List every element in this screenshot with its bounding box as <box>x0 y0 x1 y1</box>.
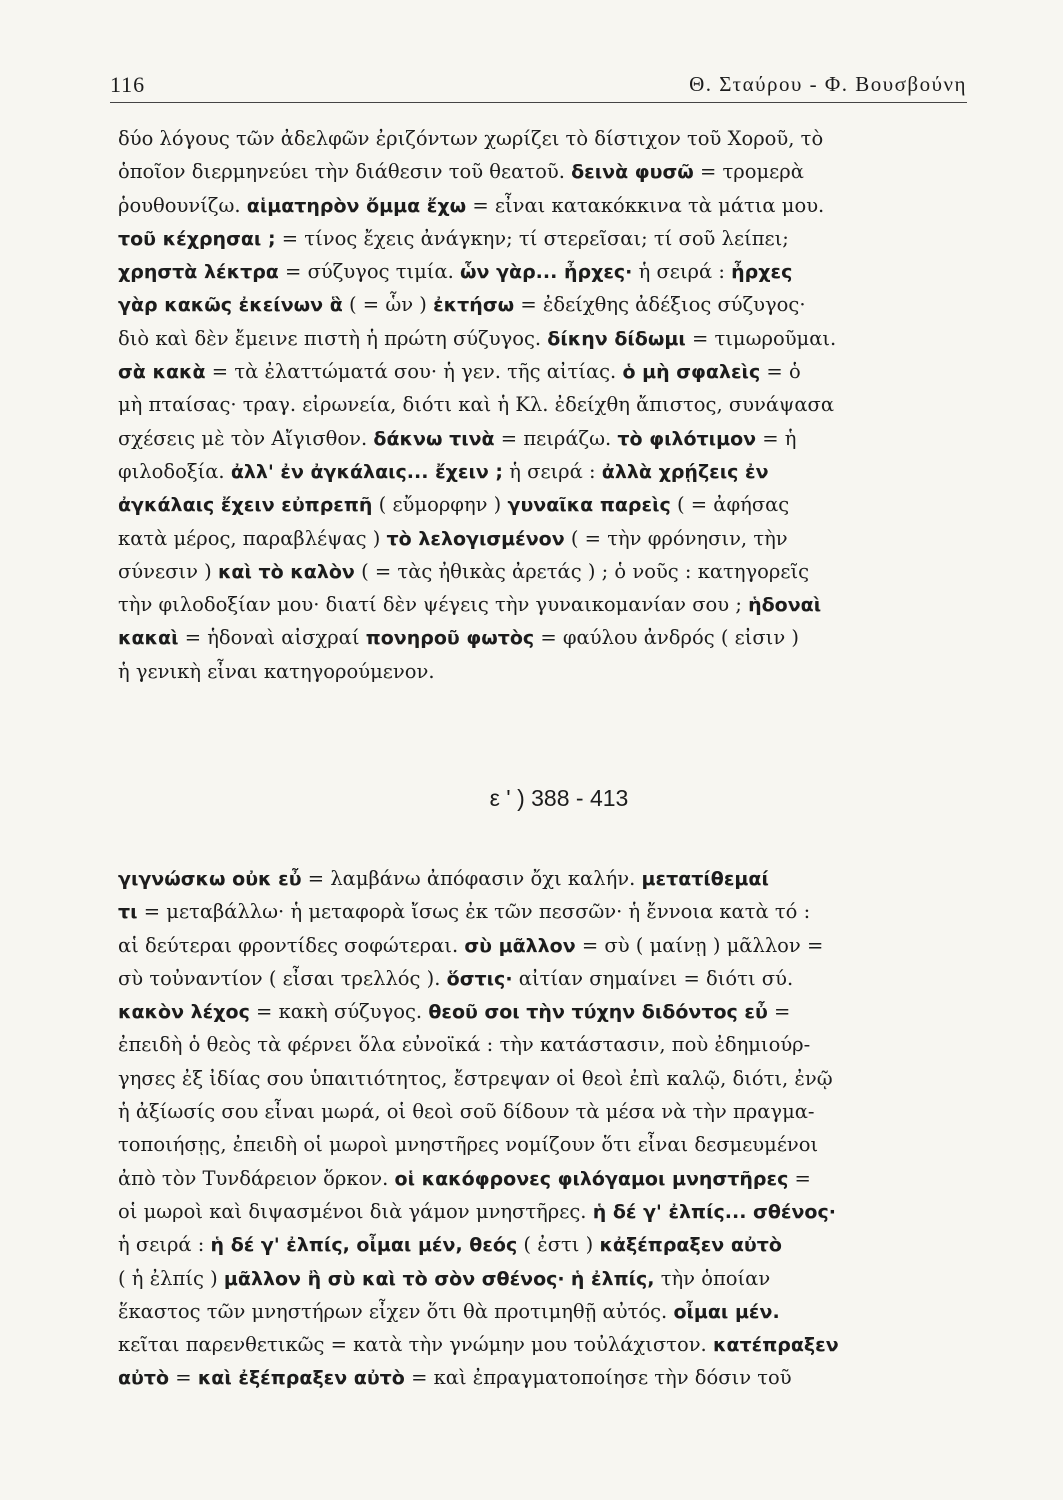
gloss: σχέσεις μὲ τὸν Αἴγισθον. <box>118 426 374 450</box>
gloss: οἱ μωροὶ καὶ διψασμένοι διὰ γάμον μνηστῆρες. <box>118 1199 593 1223</box>
lemma: γὰρ κακῶς ἐκείνων ἃ <box>118 294 343 317</box>
lemma: ἡ δέ γ' ἐλπίς... σθένος· <box>592 1200 836 1223</box>
gloss: = σύζυγος τιμία. <box>278 260 461 284</box>
text-line <box>118 455 978 488</box>
text-line <box>118 1328 978 1361</box>
lemma: οἶμαι μέν. <box>673 1300 780 1323</box>
lemma: τι <box>118 901 138 924</box>
text-line <box>118 995 978 1028</box>
text-line <box>118 1295 978 1328</box>
text-line <box>118 962 978 995</box>
text-line <box>118 1095 978 1128</box>
gloss: αἱ δεύτεραι φροντίδες σοφώτεραι. <box>118 933 465 957</box>
lemma: καὶ ἐξέπραξεν αὐτὸ <box>197 1367 405 1390</box>
gloss: = καὶ ἐπραγματοποίησε τὴν δόσιν τοῦ <box>404 1366 792 1390</box>
lemma: τὸ λελογισμένον <box>386 527 565 550</box>
gloss: = πειράζω. <box>494 426 618 450</box>
page-number: 116 <box>110 72 146 97</box>
lemma: ἡ ἐλπίς, <box>570 1267 655 1290</box>
commentary-block-2 <box>118 862 978 1395</box>
lemma: δεινὰ φυσῶ <box>571 161 694 184</box>
lemma: ἦρχες <box>731 261 793 284</box>
gloss: ὁποῖον διερμηνεύει τὴν διάθεσιν τοῦ θεατοῦ. <box>118 160 572 184</box>
lemma: ὅστις· <box>446 967 513 990</box>
text-line <box>118 1062 978 1095</box>
text-line <box>118 1162 978 1195</box>
text-line <box>118 122 978 155</box>
commentary-block-1 <box>118 122 978 688</box>
text-line <box>118 588 978 621</box>
gloss: ( ἐστι ) <box>517 1233 600 1257</box>
gloss: τοποιήσῃς, ἐπειδὴ οἱ μωροὶ μνηστῆρες νομίζουν ὅτι εἶναι δεσμευμένοι <box>118 1133 819 1157</box>
gloss: = τιμωροῦμαι. <box>685 326 837 350</box>
text-line <box>118 862 978 895</box>
lemma: ὁ μὴ σφαλεὶς <box>622 361 761 384</box>
gloss: ἡ γενικὴ εἶναι κατηγορούμενον. <box>118 659 435 683</box>
gloss: ῥουθουνίζω. <box>118 193 247 217</box>
text-line <box>118 222 978 255</box>
lemma: κακαὶ <box>118 627 179 650</box>
gloss: ( = ἀφήσας <box>670 493 790 517</box>
text-line <box>118 155 978 188</box>
lemma: κατέπραξεν <box>712 1334 839 1357</box>
gloss: = φαύλου ἀνδρός ( εἰσιν ) <box>534 626 799 650</box>
lemma: ἀλλὰ χρῄζεις ἐν <box>601 460 769 483</box>
lemma: ὧν γὰρ... ἦρχες· <box>460 261 633 284</box>
gloss: σύνεσιν ) <box>118 559 218 583</box>
gloss: = ὁ <box>760 360 801 384</box>
lemma: μᾶλλον ἢ σὺ καὶ τὸ σὸν σθένος· <box>223 1267 565 1290</box>
lemma: μετατίθεμαί <box>641 868 769 890</box>
text-line <box>118 288 978 321</box>
lemma: ἡδοναὶ <box>748 594 822 617</box>
gloss: ἡ σειρά : <box>118 1233 211 1257</box>
gloss: = ἡ <box>756 426 797 450</box>
gloss: γησες ἐξ ἰδίας σου ὑπαιτιότητος, ἔστρεψαν οἱ θεοὶ ἐπὶ καλῷ, διότι, ἐνῷ <box>118 1066 833 1090</box>
gloss: = ἡδοναὶ αἰσχραί <box>178 626 366 650</box>
lemma: ἀλλ' ἐν ἀγκάλαις... ἔχειν ; <box>230 460 504 483</box>
gloss: κεῖται παρενθετικῶς = κατὰ τὴν γνώμην μου τοὐλάχιστον. <box>118 1333 713 1357</box>
gloss: = μεταβάλλω· ἡ μεταφορὰ ἴσως ἐκ τῶν πεσσῶν· ἡ ἔννοια κατὰ τό : <box>137 900 811 924</box>
lemma: σὺ μᾶλλον <box>464 934 576 957</box>
gloss: = τὰ ἐλαττώματά σου· ἡ γεν. τῆς αἰτίας. <box>205 360 623 384</box>
text-line <box>118 1195 978 1228</box>
page-header <box>110 70 967 103</box>
gloss: = <box>169 1366 198 1390</box>
text-line <box>118 1128 978 1161</box>
lemma: κἀξέπραξεν αὐτὸ <box>599 1234 782 1257</box>
lemma: οἱ κακόφρονες φιλόγαμοι μνηστῆρες <box>394 1167 789 1190</box>
gloss: = κακὴ σύζυγος. <box>249 1000 429 1024</box>
gloss: ἕκαστος τῶν μνηστήρων εἶχεν ὅτι θὰ προτιμηθῇ αὐτός. <box>118 1299 674 1323</box>
lemma: κακὸν λέχος <box>118 1001 250 1024</box>
gloss: ( = τὴν φρόνησιν, τὴν <box>564 526 788 550</box>
text-line <box>118 322 978 355</box>
text-line <box>118 488 978 521</box>
text-line <box>118 1361 978 1394</box>
gloss: ἡ ἀξίωσίς σου εἶναι μωρά, οἱ θεοὶ σοῦ δίδουν τὰ μέσα νὰ τὴν πραγμα- <box>118 1100 815 1124</box>
gloss: δύο λόγους τῶν ἀδελφῶν ἐριζόντων χωρίζει τὸ δίστιχον τοῦ Χοροῦ, τὸ <box>118 127 824 150</box>
gloss: ( = τὰς ἠθικὰς ἀρετάς ) ; ὁ νοῦς : κατηγορεῖς <box>354 559 810 583</box>
gloss: ( ἡ ἐλπίς ) <box>118 1266 224 1290</box>
gloss: φιλοδοξία. <box>118 459 231 483</box>
text-line <box>118 1262 978 1295</box>
text-line <box>118 929 978 962</box>
lemma: χρηστὰ λέκτρα <box>118 261 279 284</box>
text-line <box>118 422 978 455</box>
gloss: κατὰ μέρος, παραβλέψας ) <box>118 526 387 550</box>
gloss: ( εὔμορφην ) <box>372 493 508 517</box>
gloss: τὴν ὁποίαν <box>654 1266 771 1290</box>
text-line <box>118 255 978 288</box>
lemma: ἡ δέ γ' ἐλπίς, οἶμαι μέν, θεός <box>210 1234 518 1257</box>
gloss: = ἐδείχθης ἀδέξιος σύζυγος· <box>514 293 806 317</box>
text-line <box>118 895 978 928</box>
text-line <box>118 388 978 421</box>
text-line <box>118 522 978 555</box>
lemma: αὐτὸ <box>118 1367 170 1390</box>
gloss: = τρομερὰ <box>693 160 804 184</box>
running-head: Θ. Σταύρου - Φ. Βουσβούνη <box>689 72 967 96</box>
lemma: πονηροῦ φωτὸς <box>365 627 535 650</box>
lemma: αἱματηρὸν ὄμμα ἔχω <box>246 194 467 217</box>
text-line <box>118 355 978 388</box>
gloss: = <box>788 1166 811 1190</box>
lemma: καὶ τὸ καλὸν <box>217 560 355 583</box>
section-heading: ε ' ) 388 - 413 <box>489 785 629 811</box>
lemma: τοῦ κέχρησαι ; <box>118 227 276 250</box>
lemma: θεοῦ σοι τὴν τύχην διδόντος εὖ <box>428 1001 768 1024</box>
gloss: αἰτίαν σημαίνει = διότι σύ. <box>512 966 794 990</box>
text-line <box>118 655 978 688</box>
text-line <box>118 1228 978 1261</box>
gloss: = λαμβάνω ἀπόφασιν ὄχι καλήν. <box>301 867 642 890</box>
gloss: διὸ καὶ δὲν ἔμεινε πιστὴ ἡ πρώτη σύζυγος. <box>118 326 548 350</box>
gloss: = <box>767 1000 791 1024</box>
lemma: δίκην δίδωμι <box>547 327 686 350</box>
lemma: γιγνώσκω οὐκ εὖ <box>118 868 302 890</box>
text-line <box>118 1028 978 1061</box>
lemma: δάκνω τινὰ <box>373 427 495 450</box>
lemma: σὰ κακὰ <box>118 361 206 384</box>
lemma: ἀγκάλαις ἔχειν εὐπρεπῆ <box>118 494 373 517</box>
gloss: = εἶναι κατακόκκινα τὰ μάτια μου. <box>466 193 825 217</box>
text-line <box>118 189 978 222</box>
gloss: ἐπειδὴ ὁ θεὸς τὰ φέρνει ὅλα εὐνοϊκά : τὴν κατάστασιν, ποὺ ἐδημιούρ- <box>118 1033 811 1057</box>
gloss: ἡ σειρά : <box>503 459 602 483</box>
lemma: γυναῖκα παρεὶς <box>507 494 671 517</box>
gloss: μὴ πταίσας· τραγ. εἰρωνεία, διότι καὶ ἡ Κλ. ἐδείχθη ἄπιστος, συνάψασα <box>118 393 834 417</box>
gloss: ἡ σειρά : <box>632 260 732 284</box>
gloss: ἀπὸ τὸν Τυνδάρειον ὅρκον. <box>118 1166 395 1190</box>
text-line <box>118 555 978 588</box>
gloss: = τίνος ἔχεις ἀνάγκην; τί στερεῖσαι; τί σοῦ λείπει; <box>275 226 789 250</box>
text-line <box>118 621 978 654</box>
gloss: τὴν φιλοδοξίαν μου· διατί δὲν ψέγεις τὴν γυναικομανίαν σου ; <box>118 593 749 617</box>
lemma: ἐκτήσω <box>433 294 515 317</box>
gloss: σὺ τοὐναντίον ( εἶσαι τρελλός ). <box>118 966 447 990</box>
gloss: = σὺ ( μαίνῃ ) μᾶλλον = <box>575 933 824 957</box>
gloss: ( = ὧν ) <box>342 293 434 317</box>
lemma: τὸ φιλότιμον <box>617 427 757 450</box>
